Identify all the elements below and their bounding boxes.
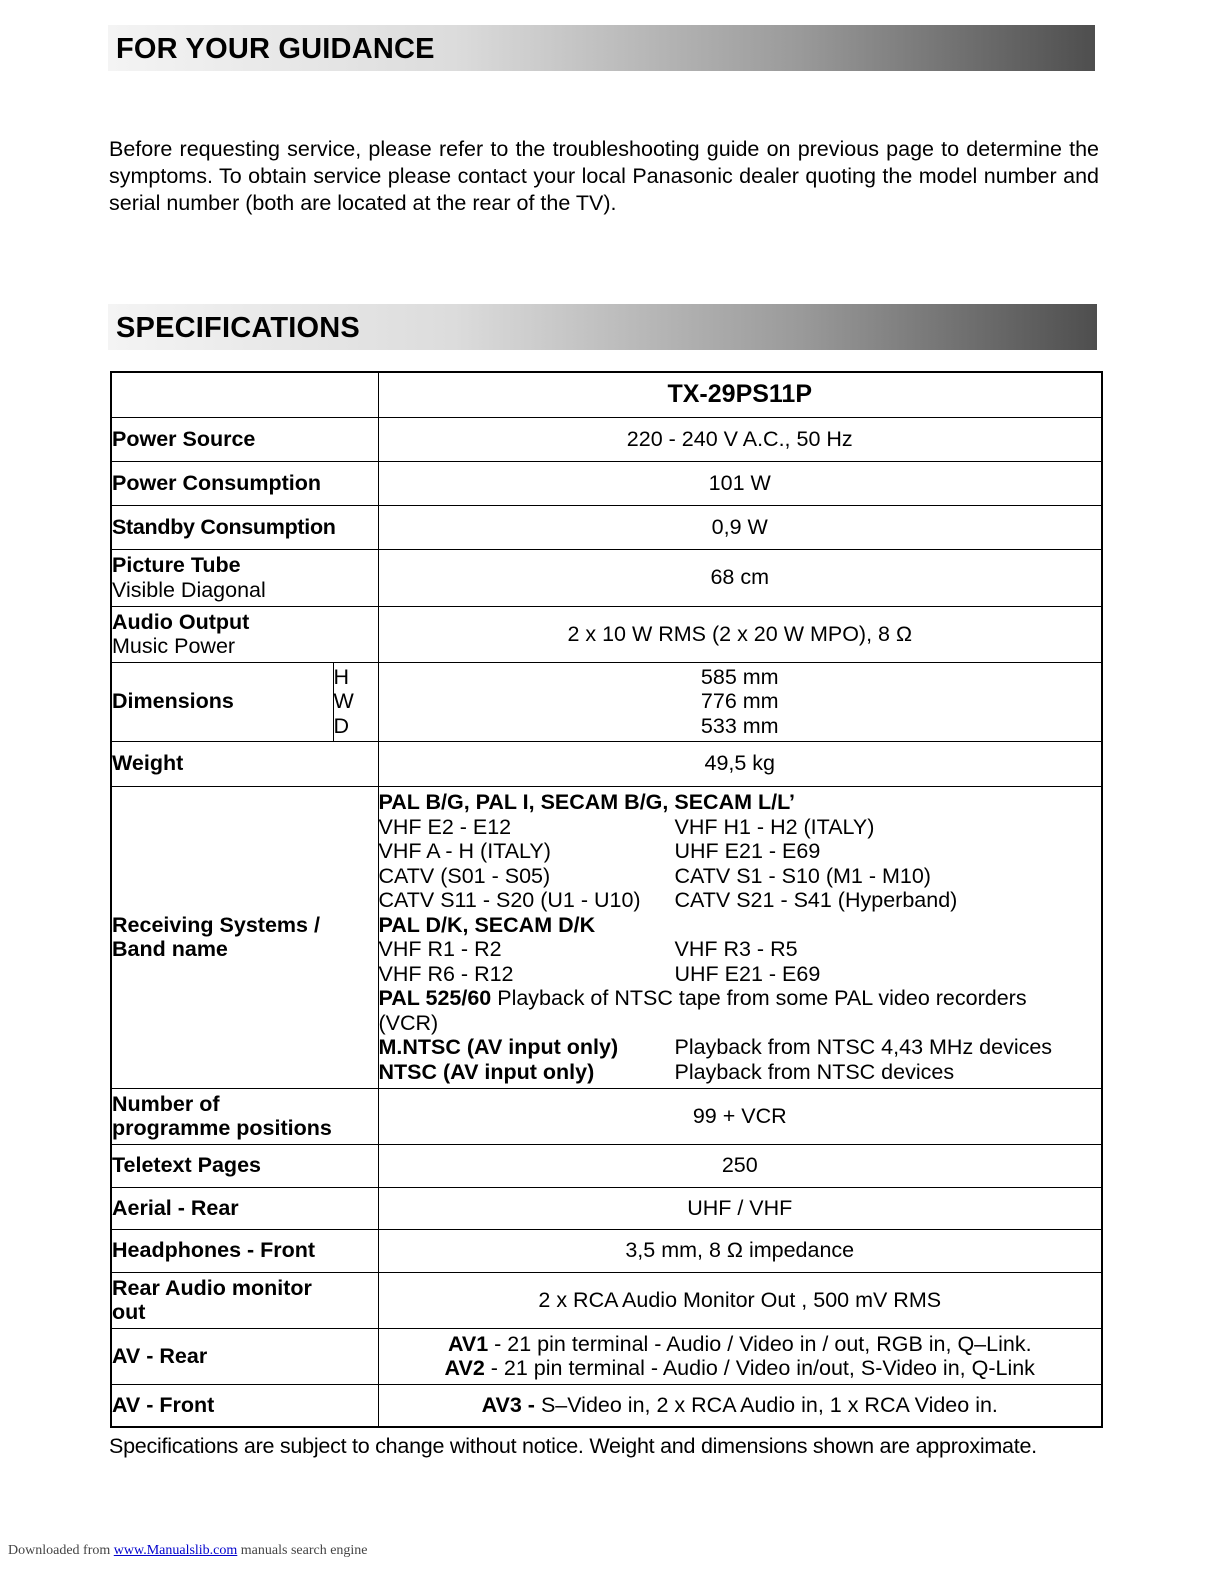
height-value: 585 mm <box>700 664 779 689</box>
receiving-label-line1: Receiving Systems / <box>112 912 320 937</box>
list-item <box>379 937 1102 962</box>
av1-text: - 21 pin terminal - Audio / Video in / out, RGB in, Q–Link. <box>488 1331 1032 1356</box>
pal525-line2: (VCR) <box>378 1010 439 1035</box>
av-front-value <box>378 1384 1102 1427</box>
av3-text: S–Video in, 2 x RCA Audio in, 1 x RCA Video in. <box>540 1393 998 1417</box>
power-consumption-value: 101 W <box>378 461 1102 505</box>
specifications-table <box>110 371 1103 1428</box>
table-row <box>111 549 1102 606</box>
depth-value: 533 mm <box>700 713 779 738</box>
picture-tube-value: 68 cm <box>378 549 1102 606</box>
headphones-label: Headphones - Front <box>111 1229 378 1272</box>
table-row <box>111 1328 1102 1384</box>
table-row <box>111 786 1102 1088</box>
dimension-d: D <box>333 713 350 738</box>
picture-tube-label <box>111 549 378 606</box>
av2-line <box>379 1356 1102 1381</box>
header-empty-cell <box>111 372 378 417</box>
mntsc-label: M.NTSC (AV input only) <box>378 1035 619 1059</box>
headphones-value: 3,5 mm, 8 Ω impedance <box>378 1229 1102 1272</box>
band-b: UHF E21 - E69 <box>674 839 821 863</box>
receiving-systems-label <box>111 786 378 1088</box>
power-source-label: Power Source <box>111 417 378 461</box>
guidance-heading: FOR YOUR GUIDANCE <box>108 25 1095 71</box>
rear-audio-line2: out <box>112 1300 146 1324</box>
av2-text: - 21 pin terminal - Audio / Video in/out, S-Video in, Q-Link <box>484 1356 1035 1380</box>
pal525-line <box>379 986 1102 1011</box>
list-item <box>379 962 1102 987</box>
dimensions-label: Dimensions <box>111 662 333 741</box>
ntsc-text: Playback from NTSC devices <box>674 1059 955 1084</box>
table-row <box>111 741 1102 786</box>
receiving-header-1: PAL B/G, PAL I, SECAM B/G, SECAM L/L’ <box>378 790 795 814</box>
list-item <box>379 888 1102 913</box>
table-row <box>111 606 1102 662</box>
teletext-value: 250 <box>378 1144 1102 1187</box>
teletext-label: Teletext Pages <box>111 1144 378 1187</box>
aerial-label: Aerial - Rear <box>111 1187 378 1229</box>
mntsc-text: Playback from NTSC 4,43 MHz devices <box>674 1035 1053 1059</box>
receiving-systems-value <box>378 786 1102 1088</box>
table-row <box>111 461 1102 505</box>
standby-consumption-value: 0,9 W <box>378 505 1102 549</box>
rear-audio-line1: Rear Audio monitor <box>112 1275 312 1300</box>
programme-label-line1: Number of <box>112 1091 220 1116</box>
footer-prefix: Downloaded from <box>8 1543 114 1558</box>
table-header-row <box>111 372 1102 417</box>
av1-label: AV1 <box>447 1331 489 1356</box>
table-row <box>111 1187 1102 1229</box>
power-consumption-label: Power Consumption <box>111 461 378 505</box>
band-a: VHF A - H (ITALY) <box>378 839 551 863</box>
dimensions-values <box>378 662 1102 741</box>
programme-label-line2: programme positions <box>112 1116 332 1140</box>
weight-value: 49,5 kg <box>378 741 1102 786</box>
band-a: VHF R1 - R2 <box>378 937 502 961</box>
audio-output-subtitle: Music Power <box>112 634 236 658</box>
table-row <box>111 1229 1102 1272</box>
list-item <box>379 839 1102 864</box>
audio-output-value: 2 x 10 W RMS (2 x 20 W MPO), 8 Ω <box>378 606 1102 662</box>
weight-label: Weight <box>111 741 378 786</box>
band-a: VHF R6 - R12 <box>378 961 514 986</box>
dimension-h: H <box>333 664 350 689</box>
table-row <box>111 505 1102 549</box>
specifications-note: Specifications are subject to change without notice. Weight and dimensions shown are approximate. <box>109 1434 1037 1458</box>
model-cell <box>378 372 1102 417</box>
table-row <box>111 417 1102 461</box>
pal525-label: PAL 525/60 <box>378 986 492 1010</box>
table-row <box>111 1272 1102 1328</box>
av3-label: AV3 - <box>481 1393 541 1417</box>
table-row <box>111 1384 1102 1427</box>
manualslib-link[interactable]: www.Manualslib.com <box>113 1543 238 1558</box>
pal525-text: Playback of NTSC tape from some PAL video recorders <box>491 986 1027 1010</box>
band-b: UHF E21 - E69 <box>674 961 821 986</box>
width-value: 776 mm <box>700 689 779 714</box>
band-b: VHF H1 - H2 (ITALY) <box>674 814 875 839</box>
av-rear-value <box>378 1328 1102 1384</box>
power-source-value: 220 - 240 V A.C., 50 Hz <box>378 417 1102 461</box>
download-footer <box>8 1543 368 1559</box>
model-name: TX-29PS11P <box>667 380 813 408</box>
band-b: VHF R3 - R5 <box>674 937 798 961</box>
table-row <box>111 662 1102 741</box>
ntsc-label: NTSC (AV input only) <box>378 1059 595 1084</box>
list-item <box>379 864 1102 889</box>
av1-line <box>379 1332 1102 1357</box>
rear-audio-label <box>111 1272 378 1328</box>
audio-output-title: Audio Output <box>112 609 250 634</box>
dimension-w: W <box>333 689 354 714</box>
av-front-label: AV - Front <box>111 1384 378 1427</box>
band-a: VHF E2 - E12 <box>378 814 512 839</box>
av-rear-label: AV - Rear <box>111 1328 378 1384</box>
list-item <box>379 815 1102 840</box>
programme-positions-value: 99 + VCR <box>378 1088 1102 1144</box>
list-item <box>379 1060 1102 1085</box>
receiving-label-line2: Band name <box>112 937 228 961</box>
programme-positions-label <box>111 1088 378 1144</box>
band-a: CATV S11 - S20 (U1 - U10) <box>378 888 641 912</box>
table-row <box>111 1144 1102 1187</box>
rear-audio-value: 2 x RCA Audio Monitor Out , 500 mV RMS <box>378 1272 1102 1328</box>
footer-suffix: manuals search engine <box>237 1543 368 1558</box>
picture-tube-title: Picture Tube <box>112 553 241 577</box>
audio-output-label <box>111 606 378 662</box>
list-item <box>379 1035 1102 1060</box>
band-b: CATV S1 - S10 (M1 - M10) <box>674 863 931 888</box>
dimensions-axes <box>333 662 378 741</box>
standby-consumption-label: Standby Consumption <box>111 505 378 549</box>
band-b: CATV S21 - S41 (Hyperband) <box>674 888 958 912</box>
receiving-header-2: PAL D/K, SECAM D/K <box>378 912 596 937</box>
aerial-value: UHF / VHF <box>378 1187 1102 1229</box>
table-row <box>111 1088 1102 1144</box>
guidance-text: Before requesting service, please refer to the troubleshooting guide on previous page to determine the symptoms. To obtain service please contact your local Panasonic dealer quoting the model number and serial number (both are located at the rear of the TV). <box>109 137 1099 215</box>
picture-tube-subtitle: Visible Diagonal <box>112 577 266 602</box>
band-a: CATV (S01 - S05) <box>378 863 551 888</box>
specifications-heading: SPECIFICATIONS <box>108 304 1097 350</box>
av2-label: AV2 <box>444 1356 485 1380</box>
